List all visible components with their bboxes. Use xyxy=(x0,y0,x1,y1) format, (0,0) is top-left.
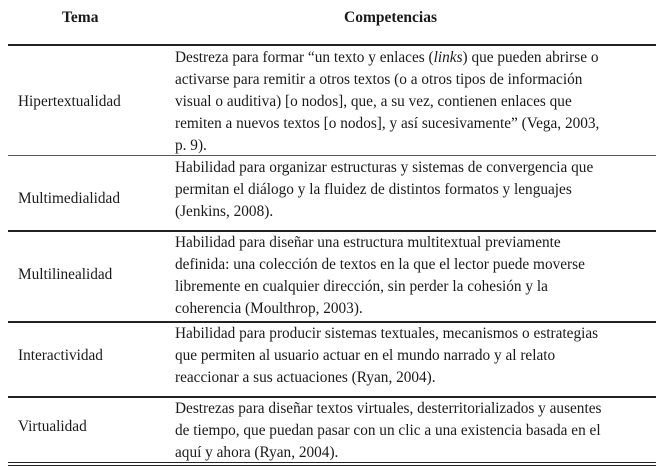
text-line: remiten a nuevos textos [o nodos], y así sucesivamente” (Vega, 2003, xyxy=(175,115,600,132)
tema-cell: Multimedialidad xyxy=(18,190,120,207)
italic-text: links xyxy=(433,49,463,66)
competencias-cell xyxy=(175,398,601,464)
header-competencias: Competencias xyxy=(344,9,437,26)
header-tema: Tema xyxy=(62,9,99,26)
text-line: visual o auditiva) [o nodos], que, a su vez, contienen enlaces que xyxy=(175,93,572,110)
tema-cell: Interactividad xyxy=(18,347,103,364)
text: Destreza para formar “un texto y enlaces ( xyxy=(175,49,434,66)
text-line: p. 9). xyxy=(175,137,207,154)
competencias-cell xyxy=(175,47,599,157)
bottom-rule xyxy=(8,465,656,466)
competencias-cell xyxy=(175,323,598,389)
text-line: reaccionar a sus actuaciones (Ryan, 2004). xyxy=(175,369,436,386)
bottom-rule xyxy=(8,462,656,463)
text-line: de tiempo, que puedan pasar con un clic a una existencia basada en el xyxy=(175,422,601,439)
header-rule xyxy=(8,44,656,46)
text-line: (Jenkins, 2008). xyxy=(175,203,274,220)
tema-cell: Multilinealidad xyxy=(18,266,113,283)
text-line: permitan el diálogo y la fluidez de distintos formatos y lenguajes xyxy=(175,181,572,198)
text-line: Habilidad para diseñar una estructura multitextual previamente xyxy=(175,234,561,251)
text-line: que permiten al usuario actuar en el mundo narrado y al relato xyxy=(175,347,556,364)
text-line: Habilidad para producir sistemas textuales, mecanismos o estrategias xyxy=(175,325,599,342)
text-line: coherencia (Moulthrop, 2003). xyxy=(175,300,363,317)
text-line: Destrezas para diseñar textos virtuales, desterritorializados y ausentes xyxy=(175,400,602,417)
text-line: activarse para remitir a otros textos (o a otros tipos de información xyxy=(175,71,583,88)
tema-cell: Virtualidad xyxy=(18,418,87,435)
text-line: definida: una colección de textos en la que el lector puede moverse xyxy=(175,256,585,273)
text: ) que pueden abrirse o xyxy=(462,49,599,66)
tema-cell: Hipertextualidad xyxy=(18,93,121,110)
text-line: libremente en cualquier dirección, sin perder la cohesión y la xyxy=(175,278,548,295)
row-divider xyxy=(8,155,656,156)
text-line: aquí y ahora (Ryan, 2004). xyxy=(175,444,339,461)
text-line: Habilidad para organizar estructuras y sistemas de convergencia que xyxy=(175,159,594,176)
competencias-cell xyxy=(175,232,585,320)
competencias-cell xyxy=(175,157,593,223)
